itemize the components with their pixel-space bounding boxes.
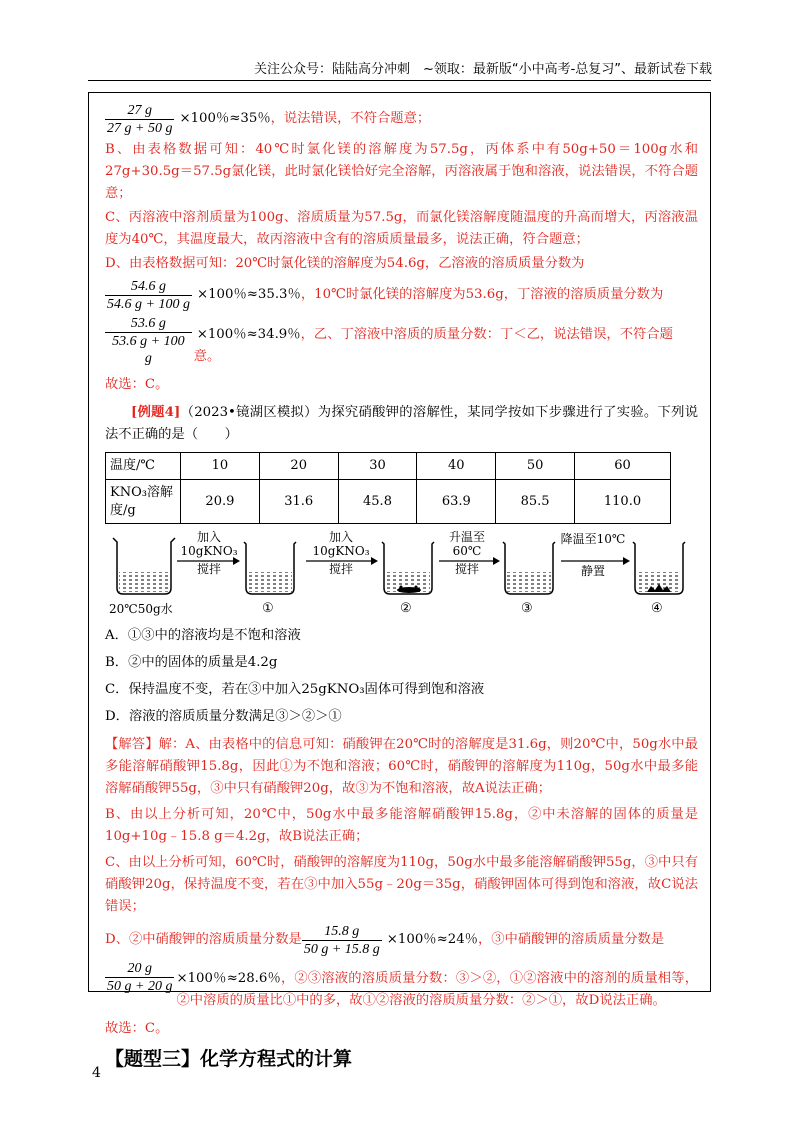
beaker-3-label: ③ [521, 601, 533, 616]
page-number: 4 [92, 1065, 101, 1081]
step-4-label: 降温至10℃ 静置 [560, 532, 626, 578]
answer-a: 【解答】解：A、由表格中的信息可知：硝酸钾在20℃时的溶解度是31.6g，则20℃中，50g水中最多能溶解硝酸钾15.8g，因此①为不饱和溶液；60℃时，硝酸钾的溶解度为110g，50g水中最多能溶解硝酸钾55g，③中只有硝酸钾20g，故③为不饱和溶液，故A说法正确； [105, 737, 698, 796]
table-header-cell: KNO₃溶解度/g [106, 480, 181, 524]
header-rule [88, 80, 711, 81]
equation-3: $\frac{53.6 g}{53.6 g + 100 g}$ ×100％≈34.9％，乙、丁溶液中溶质的质量分数：丁＜乙，说法错误，不符合题意。 [105, 315, 698, 368]
beaker-start [113, 538, 175, 594]
table-cell: 30 [338, 453, 417, 480]
table-header-cell: 温度/℃ [106, 453, 181, 480]
option-d: D．溶液的溶质质量分数满足③＞②＞① [105, 709, 342, 724]
table-cell: 40 [417, 453, 496, 480]
beaker-4-label: ④ [651, 601, 663, 616]
beaker-2-label: ② [400, 601, 412, 616]
experiment-diagram [105, 530, 698, 618]
table-cell: 85.5 [496, 480, 575, 524]
equation-1: $\frac{27 g}{27 g + 50 g}$ ×100％≈35％ ，说法错误，不符合题意； [107, 102, 431, 136]
table-cell: 31.6 [259, 480, 338, 524]
table-cell: 63.9 [417, 480, 496, 524]
beaker-start-label: 20℃50g水 [109, 602, 173, 616]
example-label: [例题4] [131, 405, 181, 420]
beaker-1 [244, 542, 296, 594]
answer-choose: 故选：C。 [105, 1021, 169, 1036]
step-3-label: 升温至 60℃ 搅拌 [448, 530, 485, 576]
table-row [106, 480, 671, 524]
solution-b: B、由表格数据可知：40℃时氯化镁的溶解度为57.5g，丙体系中有50g+50＝100g水和27g+30.5g＝57.5g氯化镁，此时氯化镁恰好完全溶解，丙溶液属于饱和溶液，说法错误，不符合题意； [105, 142, 698, 201]
table-cell: 10 [181, 453, 260, 480]
solution-c: C、丙溶液中溶剂质量为100g、溶质质量为57.5g，而氯化镁溶解度随温度的升高而增大，丙溶液温度为40℃，其温度最大，故丙溶液中含有的溶质质量最多，说法正确，符合题意； [105, 210, 698, 247]
fraction: $\frac{20 g}{50 g + 20 g}$ [107, 961, 173, 994]
solution-d-intro: D、由表格数据可知：20℃时氯化镁的溶解度为54.6g，乙溶液的溶质质量分数为 [105, 256, 585, 271]
table-cell: 60 [574, 453, 670, 480]
content [105, 99, 698, 1072]
table-cell: 110.0 [574, 480, 670, 524]
option-b: B．②中的固体的质量是4.2g [105, 655, 278, 670]
answer-c: C、由以上分析可知，60℃时，硝酸钾的溶解度为110g，50g水中最多能溶解硝酸钾55g，③中只有硝酸钾20g，保持温度不变，若在③中加入55g﹣20g＝35g，硝酸钾固体可得到饱和溶液，故C说法错误； [105, 855, 698, 914]
option-a: A．①③中的溶液均是不饱和溶液 [105, 628, 301, 643]
table-cell: 20.9 [181, 480, 260, 524]
table-cell: 50 [496, 453, 575, 480]
table-row [106, 453, 671, 480]
solubility-table [105, 452, 671, 524]
fraction: $\frac{54.6 g}{54.6 g + 100 g}$ [107, 278, 190, 312]
equation-5: $\frac{20 g}{50 g + 20 g}$ ×100％≈28.6％，②③溶液的溶质质量分数：③＞②，①②溶液中的溶剂的质量相等，②中溶质的质量比①中的多，故①②溶液的溶质质量分数：②＞①，故D说法正确。 [107, 961, 698, 1008]
section-title: 【题型三】化学方程式的计算 [105, 1048, 353, 1070]
answer-b: B、由以上分析可知，20℃中，50g水中最多能溶解硝酸钾15.8g，②中未溶解的固体的质量是10g+10g﹣15.8 g＝4.2g，故B说法正确； [105, 807, 698, 844]
fraction: $\frac{15.8 g}{50 g + 15.8 g}$ [303, 923, 380, 957]
beaker-4 [633, 542, 685, 594]
step-1-label: 加入 10gKNO₃ 搅拌 [180, 530, 238, 576]
content-frame [88, 92, 711, 1070]
example4-stem: [例题4]（2023•镜湖区模拟）为探究硝酸钾的溶解性，某同学按如下步骤进行了实验。下列说法不正确的是（ ） [105, 405, 698, 442]
option-c: C．保持温度不变，若在③中加入25gKNO₃固体可得到饱和溶液 [105, 682, 485, 697]
solution-choose: 故选：C。 [105, 377, 169, 392]
step-2-label: 加入 10gKNO₃ 搅拌 [312, 530, 370, 576]
equation-4: D、②中硝酸钾的溶质质量分数是 $\frac{15.8 g}{50 g + 15.8 g}$ ×100％≈24％ ，③中硝酸钾的溶质质量分数是 [105, 923, 665, 957]
table-cell: 20 [259, 453, 338, 480]
page-header: 关注公众号：陆陆高分冲刺 ~领取：最新版“小中高考-总复习”、最新试卷下载 [253, 62, 712, 77]
beaker-1-label: ① [262, 601, 274, 616]
fraction: $\frac{53.6 g}{53.6 g + 100 g}$ [105, 315, 192, 367]
table-cell: 45.8 [338, 480, 417, 524]
equation-2: $\frac{54.6 g}{54.6 g + 100 g}$ ×100％≈35.3％ ，10℃时氯化镁的溶解度为53.6g，丁溶液的溶质质量分数为 [107, 278, 664, 312]
fraction: $\frac{27 g}{27 g + 50 g}$ [107, 102, 173, 136]
beaker-2 [382, 542, 434, 594]
beaker-3 [503, 542, 555, 594]
